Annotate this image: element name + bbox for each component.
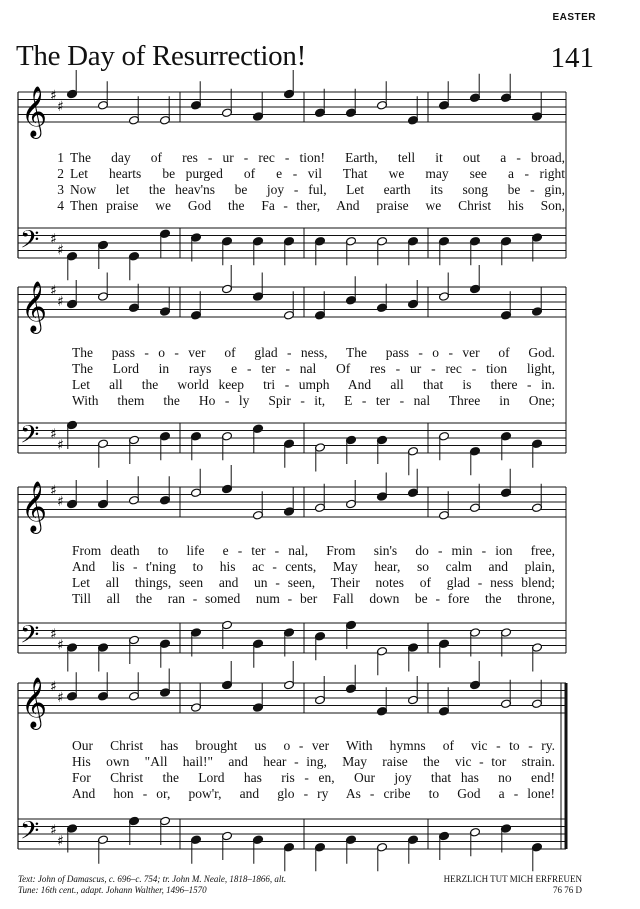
treble-clef-icon: 𝄞 [21,677,48,728]
sharp-icon: ♯ [50,822,57,839]
verse-number: 4 [57,198,64,213]
lyric-text: The day of res - ur - rec - tion! Earth, tell it out a - broad, [70,150,565,165]
tune-meter: 76 76 D [553,885,582,895]
lyric-line [0,166,640,182]
tune-name: HERZLICH TUT MICH ERFREUEN [443,874,582,884]
treble-clef-icon: 𝄞 [21,481,48,532]
sharp-icon: ♯ [50,282,57,299]
lyric-text: Our Christ has brought us o - ver With hymns of vic - to - ry. [72,738,555,753]
bass-clef-icon: 𝄢 [20,225,40,261]
lyric-text: And hon - or, pow'r, and glo - ry As - cribe to God a - lone! [72,786,555,801]
lyric-line [0,770,640,786]
sharp-icon: ♯ [57,637,64,654]
verse-number: 1 [57,150,64,165]
lyric-line [0,559,640,575]
tune-info [444,874,582,896]
lyric-line [0,377,640,393]
lyric-line [0,393,640,409]
sharp-icon: ♯ [57,437,64,454]
bass-clef-icon: 𝄢 [20,420,40,456]
lyric-text: Then praise we God the Fa - ther, And praise we Christ his Son, [70,198,565,213]
lyric-line [0,738,640,754]
treble-clef-icon: 𝄞 [21,86,48,137]
text-credit: Text: John of Damascus, c. 696–c. 754; tr. John M. Neale, 1818–1866, alt. [18,874,287,884]
lyric-text: The Lord in rays e - ter - nal Of res - ur - rec - tion light, [72,361,555,376]
sharp-icon: ♯ [57,294,64,310]
lyric-text: His own "All hail!" and hear - ing, May raise the vic - tor strain. [72,754,555,769]
lyric-line [0,361,640,377]
lyric-line [0,591,640,607]
verse-number: 2 [57,166,64,181]
lyric-text: Let hearts be purged of e - vil That we may see a - right [70,166,565,181]
hymn-number: 141 [550,42,594,74]
lyric-text: Let all things, seen and un - seen, Their notes of glad - ness blend; [72,575,555,590]
hymn-title: The Day of Resurrection! [16,40,306,72]
sharp-icon: ♯ [50,87,57,104]
lyric-text: Now let the heav'ns be joy - ful, Let earth its song be - gin, [70,182,565,197]
lyric-text: With them the Ho - ly Spir - it, E - ter - nal Three in One; [72,393,555,408]
lyric-text: The pass - o - ver of glad - ness, The pass - o - ver of God. [72,345,555,360]
lyric-text: And lis - t'ning to his ac - cents, May hear, so calm and plain, [72,559,555,574]
tune-credit: Tune: 16th cent., adapt. Johann Walther, 1496–1570 [18,885,207,895]
lyric-text: For Christ the Lord has ris - en, Our joy that has no end! [72,770,555,785]
sharp-icon: ♯ [50,626,57,643]
lyric-line [0,575,640,591]
lyric-text: Let all the world keep tri - umph And all that is there - in. [72,377,555,392]
treble-clef-icon: 𝄞 [21,281,48,332]
sharp-icon: ♯ [50,678,57,695]
sharp-icon: ♯ [50,426,57,443]
lyric-line [0,182,640,198]
sharp-icon: ♯ [50,231,57,248]
sharp-icon: ♯ [57,690,64,706]
lyric-text: Till all the ran - somed num - ber Fall down be - fore the throne, [72,591,555,606]
bass-clef-icon: 𝄢 [20,620,40,656]
section-label: EASTER [552,12,596,23]
verse-number: 3 [57,182,64,197]
sharp-icon: ♯ [57,242,64,259]
sharp-icon: ♯ [57,494,64,510]
bass-clef-icon: 𝄢 [20,816,40,852]
lyric-line [0,786,640,802]
sharp-icon: ♯ [50,482,57,499]
lyric-line [0,345,640,361]
lyric-line [0,754,640,770]
lyric-line [0,150,640,166]
sharp-icon: ♯ [57,99,64,115]
hymn-credits [18,874,286,896]
lyric-line [0,543,640,559]
lyric-line [0,198,640,214]
sharp-icon: ♯ [57,833,64,850]
lyric-text: From death to life e - ter - nal, From sin's do - min - ion free, [72,543,555,558]
